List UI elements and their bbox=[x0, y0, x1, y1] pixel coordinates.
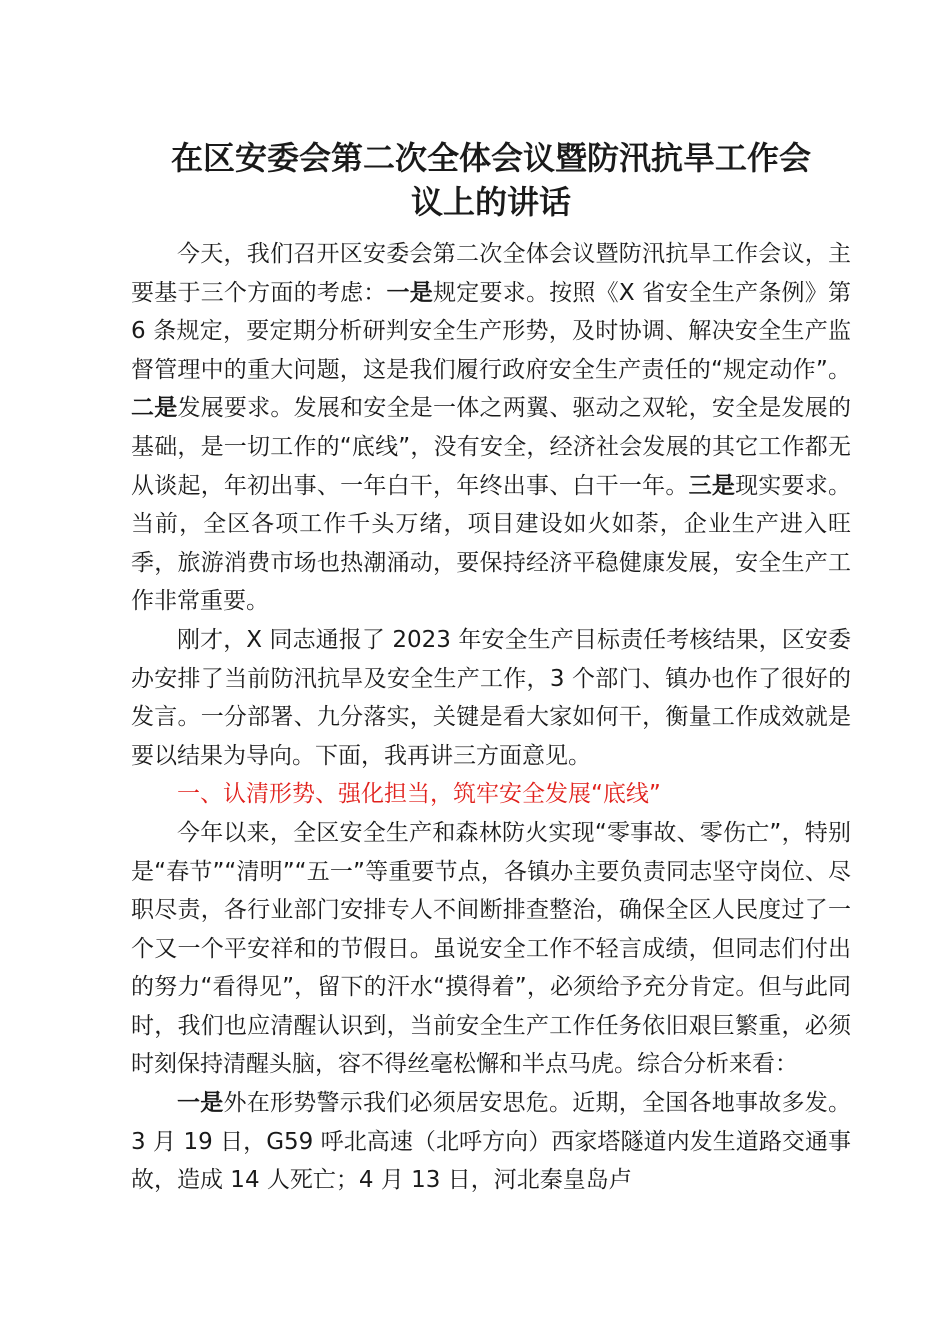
title-line-2: 议上的讲话 bbox=[410, 183, 571, 221]
intro-bold-1: 一是 bbox=[386, 279, 434, 306]
intro-text-3: 发展要求。发展和安全是一体之两翼、驱动之双轮，安全是发展的基础，是一切工作的“底线”，没有安全，经济社会发展的其它工作都无从谈起，年初出事、一年白干，年终出事、白干一年。 bbox=[131, 395, 852, 499]
section-heading-1: 一、认清形势、强化担当，筑牢安全发展“底线” bbox=[177, 781, 661, 808]
point-1-bold: 一是 bbox=[177, 1090, 224, 1117]
document-body bbox=[131, 235, 851, 1200]
intro-text-1: 今天，我们召开区安委会第二次全体会议暨防汛抗旱工作会议，主要基于三个方面的考虑： bbox=[131, 241, 851, 306]
title-line-1: 在区安委会第二次全体会议暨防汛抗旱工作会 bbox=[170, 139, 811, 177]
intro-bold-2: 二是 bbox=[131, 395, 178, 422]
paragraph-summary: 刚才，X 同志通报了 2023 年安全生产目标责任考核结果，区安委办安排了当前防汛抗旱及安全生产工作，3 个部门、镇办也作了很好的发言。一分部署、九分落实，关键是看大家如何干，衡量工作成效就是要以结果为导向。下面，我再讲三方面意见。 bbox=[131, 626, 851, 769]
document-title bbox=[131, 136, 851, 224]
intro-bold-3: 三是 bbox=[688, 472, 736, 499]
paragraph-intro bbox=[131, 235, 851, 621]
point-1-text: 外在形势警示我们必须居安思危。近期，全国各地事故多发。3 月 19 日，G59 呼北高速（北呼方向）西家塔隧道内发生道路交通事故，造成 14 人死亡；4 月 13 日，河北秦皇岛卢 bbox=[131, 1090, 851, 1194]
paragraph-situation: 今年以来，全区安全生产和森林防火实现“零事故、零伤亡”，特别是“春节”“清明”“五一”等重要节点，各镇办主要负责同志坚守岗位、尽职尽责，各行业部门安排专人不间断排查整治，确保全区人民度过了一个又一个平安祥和的节假日。虽说安全工作不轻言成绩，但同志们付出的努力“看得见”，留下的汗水“摸得着”，必须给予充分肯定。但与此同时，我们也应清醒认识到，当前安全生产工作任务依旧艰巨繁重，必须时刻保持清醒头脑，容不得丝毫松懈和半点马虎。综合分析来看： bbox=[131, 819, 851, 1078]
intro-text-4: 现实要求。当前，全区各项工作千头万绪，项目建设如火如荼，企业生产进入旺季，旅游消费市场也热潮涌动，要保持经济平稳健康发展，安全生产工作非常重要。 bbox=[131, 472, 852, 615]
document-page bbox=[131, 136, 851, 1200]
intro-text-2: 规定要求。按照《X 省安全生产条例》第 6 条规定，要定期分析研判安全生产形势，及时协调、解决安全生产监督管理中的重大问题，这是我们履行政府安全生产责任的“规定动作”。 bbox=[131, 279, 852, 383]
paragraph-point-1 bbox=[131, 1084, 851, 1200]
